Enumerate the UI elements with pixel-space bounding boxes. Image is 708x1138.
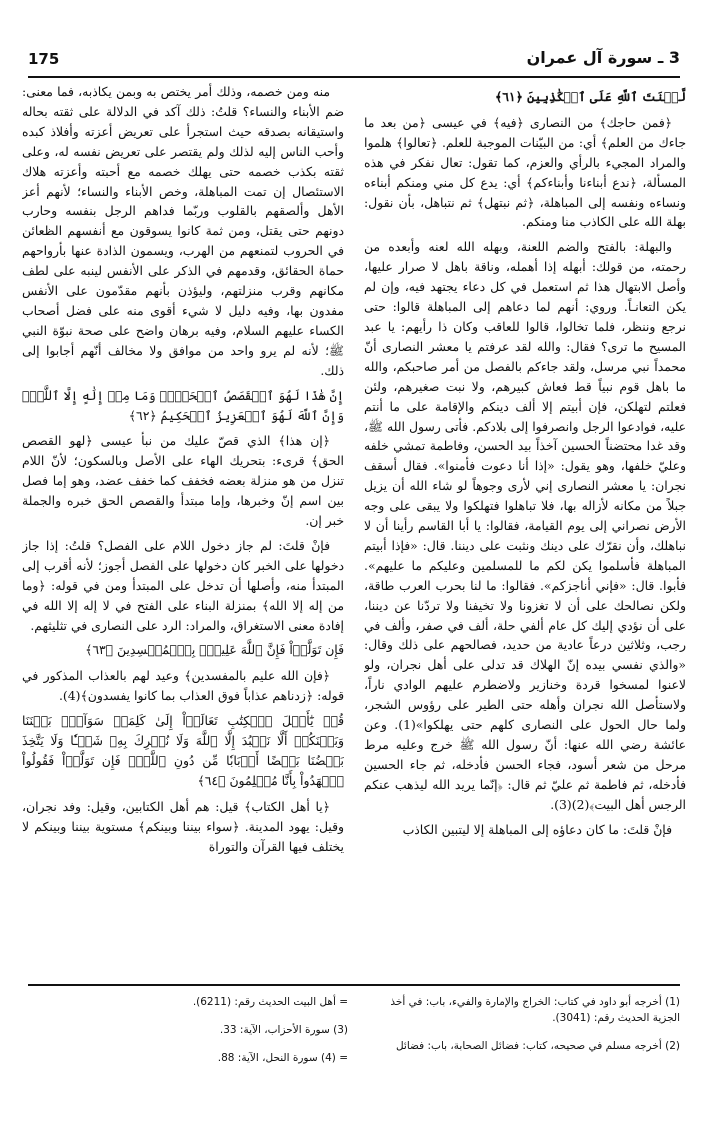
page-header [28, 36, 680, 78]
footnotes-right [360, 994, 680, 1066]
surah-title: 3 ـ سورة آل عمران [526, 48, 680, 67]
commentary-paragraph: منه ومن خصمه، وذلك أمر يختص به وبمن يكاذبه، فما معنى: ضم الأبناء والنساء؟ قلتُ: ذلك آكد في الدلالة على ثقته بحاله واستيقانه بصدقه حيث استجرأ على تعريض أعزته وأفلاذ كبده وأحب الناس إليه لذلك ولم يقتصر على تعريض نفسه له، وعلى ثقته بكذب خصمه حتى يهلك خصمه مع أحبته وأعزته هلاك الاستئصال إن تمت المباهلة، وخص الأبناء والنساء؛ لأنهم أعز الأهل وألصقهم بالقلوب وربّما فداهم الرجل بنفسه وحارب دونهم حتى يقتل، ومن ثمة كانوا يسوقون مع أنفسهم الظعائن في الحروب لتمنعهم من الهرب، ويسمون الذادة عنها بأرواحهم حماة الحقائق، وقدمهم في الذكر على الأنفس لينبه على لطف مكانهم وقرب منزلتهم، وليؤذن بأنهم مقدّمون على الأنفس مفدون بها، وفيه دليل لا شيء أقوى منه على فضل أصحاب الكساء عليهم السلام، وفيه برهان واضح على صحة نبوّة النبي ﷺ؛ لأنه لم يرو واحد من موافق ولا مخالف أنّهم أجابوا إلى ذلك. [22, 84, 344, 378]
commentary-paragraph: ﴿إن هذا﴾ الذي قصّ عليك من نبأ عيسى ﴿لهو القصص الحق﴾ قرىء: بتحريك الهاء على الأصل وبالسكون؛ لأنّ اللام تنزل من هو منزلة بعضه فخفف كما خفف عضد، وهو إما فصل بين اسم إنّ وخبرها، وإما مبتدأ والقصص الحق خبره والجملة خبر إن. [22, 433, 344, 529]
footnote: (2) أخرجه مسلم في صحيحه، كتاب: فضائل الصحابة، باب: فضائل [395, 1040, 680, 1052]
verse-block: إِنَّ هَٰذَا لَهُوَ ٱلۡقَصَصُ ٱلۡحَقُّۚ وَمَا مِنۡ إِلَٰهٍ إِلَّا ٱللَّهُۚ وَإِنَّ ٱللَّهَ لَهُوَ ٱلۡعَزِيزُ ٱلۡحَكِيمُ ﴿٦٢﴾ [22, 387, 344, 423]
footnote: = أهل البيت الحديث رقم: (6211). [192, 996, 348, 1008]
footnotes [28, 984, 680, 1064]
commentary-paragraph: والبهلة: بالفتح والضم اللعنة، وبهله الله لعنه وأبعده من رحمته، من قولك: أبهله إذا أهمله، وناقة باهل لا صرار عليها، وأصل الابتهال هذا ثم استعمل في كل دعاء يجتهد فيه، وإن لم يكن التعانـاً. وروي: أنهم لما دعاهم إلى المباهلة قالوا: حتى نرجع وننظر، فلما تخالوا، قالوا للعاقب وكان ذا رأيهم: يا عبد المسيح ما ترى؟ فقال: والله لقد عرفتم يا معشر النصارى أنّ محمداً نبي مرسل، ولقد جاءكم بالفصل من أمر صاحبكم، والله ما باهل قوم نبياً قط فعاش كبيرهم، ولا نبت صغيرهم، ولئن فعلتم لتهلكن، فإن أبيتم إلا ألف دينكم والإقامة على ما أنتم عليه، فوادعوا الرجل وانصرفوا إلى بلادكم. فأتى رسول الله ﷺ، وقد غدا محتضناً الحسين آخذاً بيد الحسن، وفاطمة تمشي خلفه وعليّ خلفها، وهو يقول: «إذا أنا دعوت فأمنوا». فقال أسقف نجران: يا معشر النصارى إني لأرى وجوهاً لو شاء الله أن يزيل جبلاً من مكانه لأزاله بها، فلا تباهلوا فتهلكوا ولا يبقى على وجه الأرض نصراني إلى يوم القيامة، فقالوا: يا أبا القاسم رأينا أن لا نباهلك، وأن نقرّك على دينك ونثبت على ديننا. قال: «فإذا أبيتم المباهلة فأسلموا يكن لكم ما للمسلمين وعليكم ما عليهم». فأبوا. قال: «فإني أناجزكم». فقالوا: ما لنا بحرب العرب طاقة، ولكن نصالحك على أن لا تغزونا ولا تخيفنا ولا تردّنا عن ديننا، على أن نؤدي إليك كل عام ألفي حلة، ألف في صفر، وألف في رجب، وثلاثين درعاً عادية من حديد، فصالحهم على ذلك وقال: «والذي نفسي بيده إنّ الهلاك قد تدلى على أهل نجران، ولو لاعنوا لمسخوا قردة وخنازير ولاضطرم عليهم الوادي ناراً، ولاستأصل الله نجران وأهله حتى الطير على رؤوس الشجر، ولما حال الحول على النصارى كلهم حتى يهلكوا»(1). وعن عائشة رضي الله عنها: أنّ رسول الله ﷺ خرج وعليه مرط مرحل من شعر أسود، فجاء الحسن فأدخله، ثم جاء الحسين فأدخله، ثم فاطمة ثم عليّ ثم قال: ﴿إنّما يريد الله ليذهب عنكم الرجس أهل البيت﴾(2)(3). [364, 239, 686, 812]
right-text-column [364, 84, 686, 964]
footnote: (1) أخرجه أبو داود في كتاب: الخراج والإمارة والفيء، باب: في أخذ الجزية الحديث رقم: (3041). [390, 996, 680, 1024]
verse-block: قُلۡ يَٰٓأَهۡلَ ٱلۡكِتَٰبِ تَعَالَوۡاْ إِلَىٰ كَلِمَةٖ سَوَآءِۭ بَيۡنَنَا وَبَيۡنَكُمۡ أَلَّا نَعۡبُدَ إِلَّا ٱللَّهَ وَلَا نُشۡرِكَ بِهِۦ شَيۡـٔٗا وَلَا يَتَّخِذَ بَعۡضُنَا بَعۡضًا أَرۡبَابٗا مِّن دُونِ ٱللَّهِۚ فَإِن تَوَلَّوۡاْ فَقُولُواْ ٱشۡهَدُواْ بِأَنَّا مُسۡلِمُونَ ﴿٦٤﴾ [22, 713, 344, 788]
left-text-column [22, 82, 344, 962]
footnotes-left [28, 994, 348, 1078]
footnote: (3) سورة الأحزاب، الآية: 33. [219, 1024, 348, 1036]
commentary-paragraph: ﴿فمن حاجك﴾ من النصارى ﴿فيه﴾ في عيسى ﴿من بعد ما جاءك من العلم﴾ أي: من البيّنات الموجبة للعلم. ﴿تعالوا﴾ هلموا والمراد المجيء بالرأي والعزم، كما تقول: تعال نفكر في هذه المسألة، ﴿ندع أبناءنا وأبناءكم﴾ أي: يدع كل مني ومنكم أبناءه ونساءه ونفسه إلى المباهلة، ﴿ثم نبتهل﴾ ثم نتباهل، بأن نقول: بهلة الله على الكاذب منا ومنكم. [364, 114, 686, 230]
page-number: 175 [28, 50, 60, 68]
verse-block: لَّعۡنَتَ ٱللَّهِ عَلَى ٱلۡكَٰذِبِينَ ﴿٦١﴾ [495, 89, 686, 104]
commentary-paragraph: ﴿يا أهل الكتاب﴾ قيل: هم أهل الكتابين، وقيل: وفد نجران، وقيل: يهود المدينة. ﴿سواء بيننا وبينكم﴾ مستوية بيننا وبينكم لا يختلف فيها القرآن والتوراة [22, 798, 344, 854]
commentary-paragraph: ﴿فإن الله عليم بالمفسدين﴾ وعيد لهم بالعذاب المذكور في قوله: ﴿زدناهم عذاباً فوق العذاب بما كانوا يفسدون﴾(4). [22, 668, 344, 704]
commentary-paragraph: فإنْ قلتَ: لم جاز دخول اللام على الفصل؟ قلتُ: إذا جاز دخولها على الخبر كان دخولها على الفصل أجوز؛ لأنه أقرب إلى المبتدأ منه، وأصلها أن تدخل على المبتدأ ومن في قوله: ﴿وما من إله إلا الله﴾ بمنزلة البناء على الفتح في لا إله إلا الله في إفادة معنى الاستغراق، والمراد: الرد على النصارى في تثليثهم. [22, 537, 344, 633]
commentary-paragraph: فإنْ قلتَ: ما كان دعاؤه إلى المباهلة إلا ليتبين الكاذب [402, 821, 672, 837]
verse-block: فَإِن تَوَلَّوۡاْ فَإِنَّ ٱللَّهَ عَلِيمُۢ بِٱلۡمُفۡسِدِينَ ﴿٦٣﴾ [85, 642, 344, 658]
footnote: = (4) سورة النحل، الآية: 88. [217, 1052, 348, 1064]
